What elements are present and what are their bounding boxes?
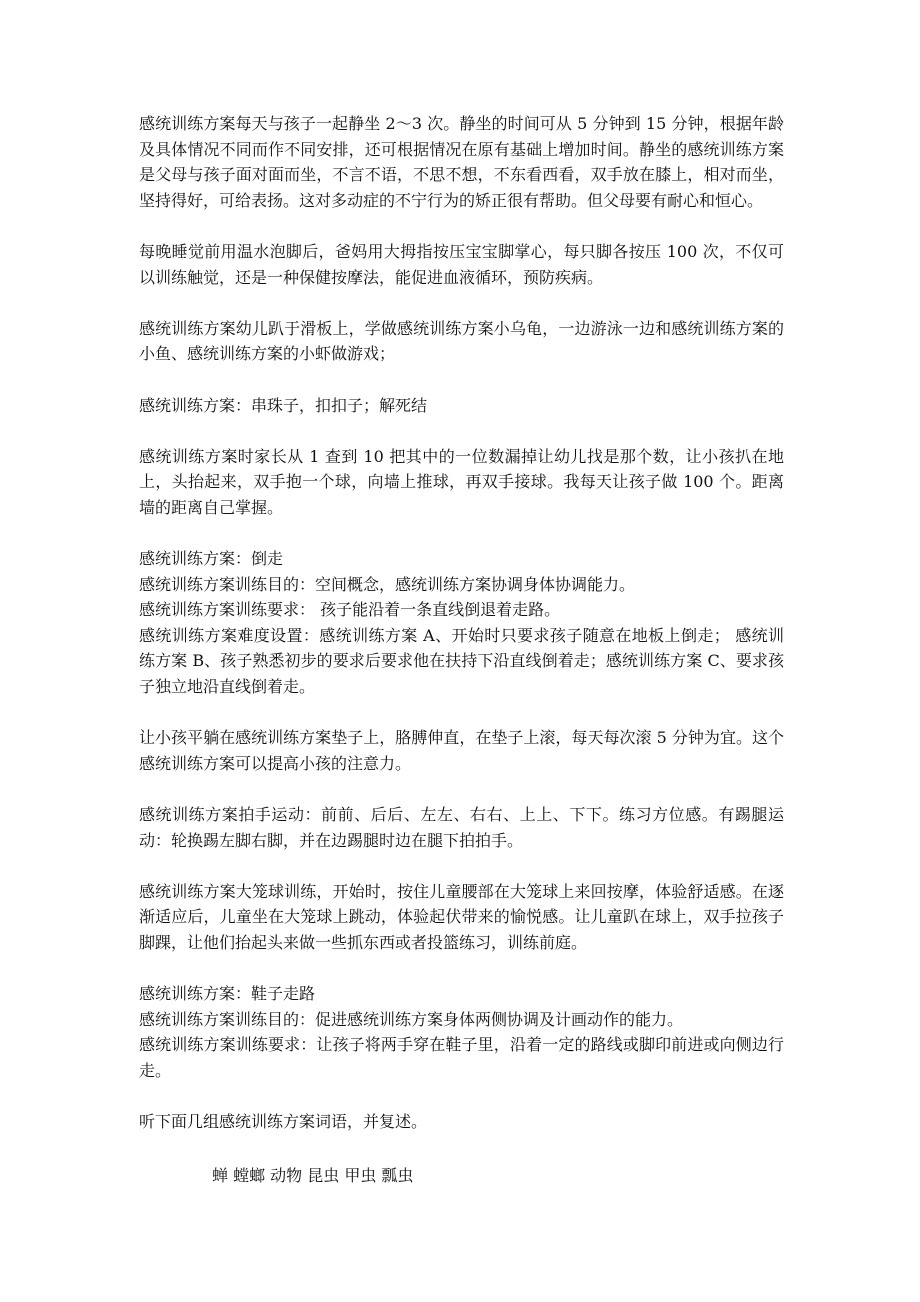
- paragraph-line: 感统训练方案训练要求： 孩子能沿着一条直线倒退着走路。: [139, 600, 561, 620]
- paragraph-line: 感统训练方案训练目的：促进感统训练方案身体两侧协调及计画动作的能力。: [139, 1009, 684, 1029]
- paragraph-line: 听下面几组感统训练方案词语，并复述。: [139, 1112, 428, 1132]
- paragraph-line: 让小孩平躺在感统训练方案垫子上，胳膊伸直，在垫子上滚，每天每次滚 5 分钟为宜。这个感统训练方案可以提高小孩的注意力。: [139, 728, 784, 773]
- paragraph-line: 感统训练方案拍手运动：前前、后后、左左、右右、上上、下下。练习方位感。有踢腿运动：轮换踢左脚右脚，并在边踢腿时边在腿下拍拍手。: [139, 805, 784, 850]
- paragraph-listen-words: [139, 1109, 784, 1135]
- paragraph-line: 感统训练方案训练要求：让孩子将两手穿在鞋子里，沿着一定的路线或脚印前进或向侧边行走。: [139, 1035, 784, 1080]
- paragraph-line: 感统训练方案：串珠子，扣扣子；解死结: [139, 395, 428, 415]
- paragraph-scooter-board: [139, 316, 784, 367]
- paragraph-line: 感统训练方案大笼球训练，开始时，按住儿童腰部在大笼球上来回按摩，体验舒适感。在逐渐适应后，儿童坐在大笼球上跳动，体验起伏带来的愉悦感。让儿童趴在球上，双手拉孩子脚踝，让他们抬起头来做一些抓东西或者投篮练习，训练前庭。: [139, 881, 784, 952]
- paragraph-big-ball: [139, 879, 784, 956]
- paragraph-line: 感统训练方案难度设置：感统训练方案 A、开始时只要求孩子随意在地板上倒走； 感统训练方案 B、孩子熟悉初步的要求后要求他在扶持下沿直线倒着走；感统训练方案 C、要求孩子独立地沿直线倒着走。: [139, 625, 784, 697]
- paragraph-line: 感统训练方案：鞋子走路: [139, 984, 316, 1004]
- word-group: 蝉 螳螂 动物 昆虫 甲虫 瓢虫: [212, 1165, 414, 1185]
- document-body: [139, 111, 784, 1188]
- paragraph-line: 每晚睡觉前用温水泡脚后，爸妈用大拇指按压宝宝脚掌心，每只脚各按压 100 次，不仅可以训练触觉，还是一种保健按摩法，能促进血液循环，预防疾病。: [139, 241, 784, 287]
- paragraph-line: 感统训练方案每天与孩子一起静坐 2～3 次。静坐的时间可从 5 分钟到 15 分钟，根据年龄及具体情况不同而作不同安排，还可根据情况在原有基础上增加时间。静坐的感统训练方案是父母与孩子面对面而坐，不言不语，不思不想，不东看西看，双手放在膝上，相对而坐，坚持得好，可给表扬。这对多动症的不宁行为的矫正很有帮助。但父母要有耐心和恒心。: [139, 114, 784, 210]
- paragraph-line: 感统训练方案时家长从 1 查到 10 把其中的一位数漏掉让幼儿找是那个数，让小孩扒在地上，头抬起来，双手抱一个球，向墙上推球，再双手接球。我每天让孩子做 100 个。距离墙的距离自己掌握。: [139, 446, 784, 517]
- paragraph-beads-buttons: [139, 393, 784, 419]
- paragraph-static-sitting: [139, 111, 784, 213]
- paragraph-clapping: [139, 802, 784, 853]
- paragraph-foot-massage: [139, 239, 784, 290]
- paragraph-line: 感统训练方案训练目的：空间概念，感统训练方案协调身体协调能力。: [139, 574, 636, 594]
- paragraph-line: 感统训练方案幼儿趴于滑板上，学做感统训练方案小乌龟，一边游泳一边和感统训练方案的小鱼、感统训练方案的小虾做游戏；: [139, 318, 784, 364]
- paragraph-line: 感统训练方案：倒走: [139, 549, 284, 569]
- paragraph-walk-backwards: [139, 546, 784, 700]
- paragraph-mat-rolling: [139, 725, 784, 776]
- paragraph-shoe-walking: [139, 981, 784, 1083]
- paragraph-counting-ball: [139, 444, 784, 521]
